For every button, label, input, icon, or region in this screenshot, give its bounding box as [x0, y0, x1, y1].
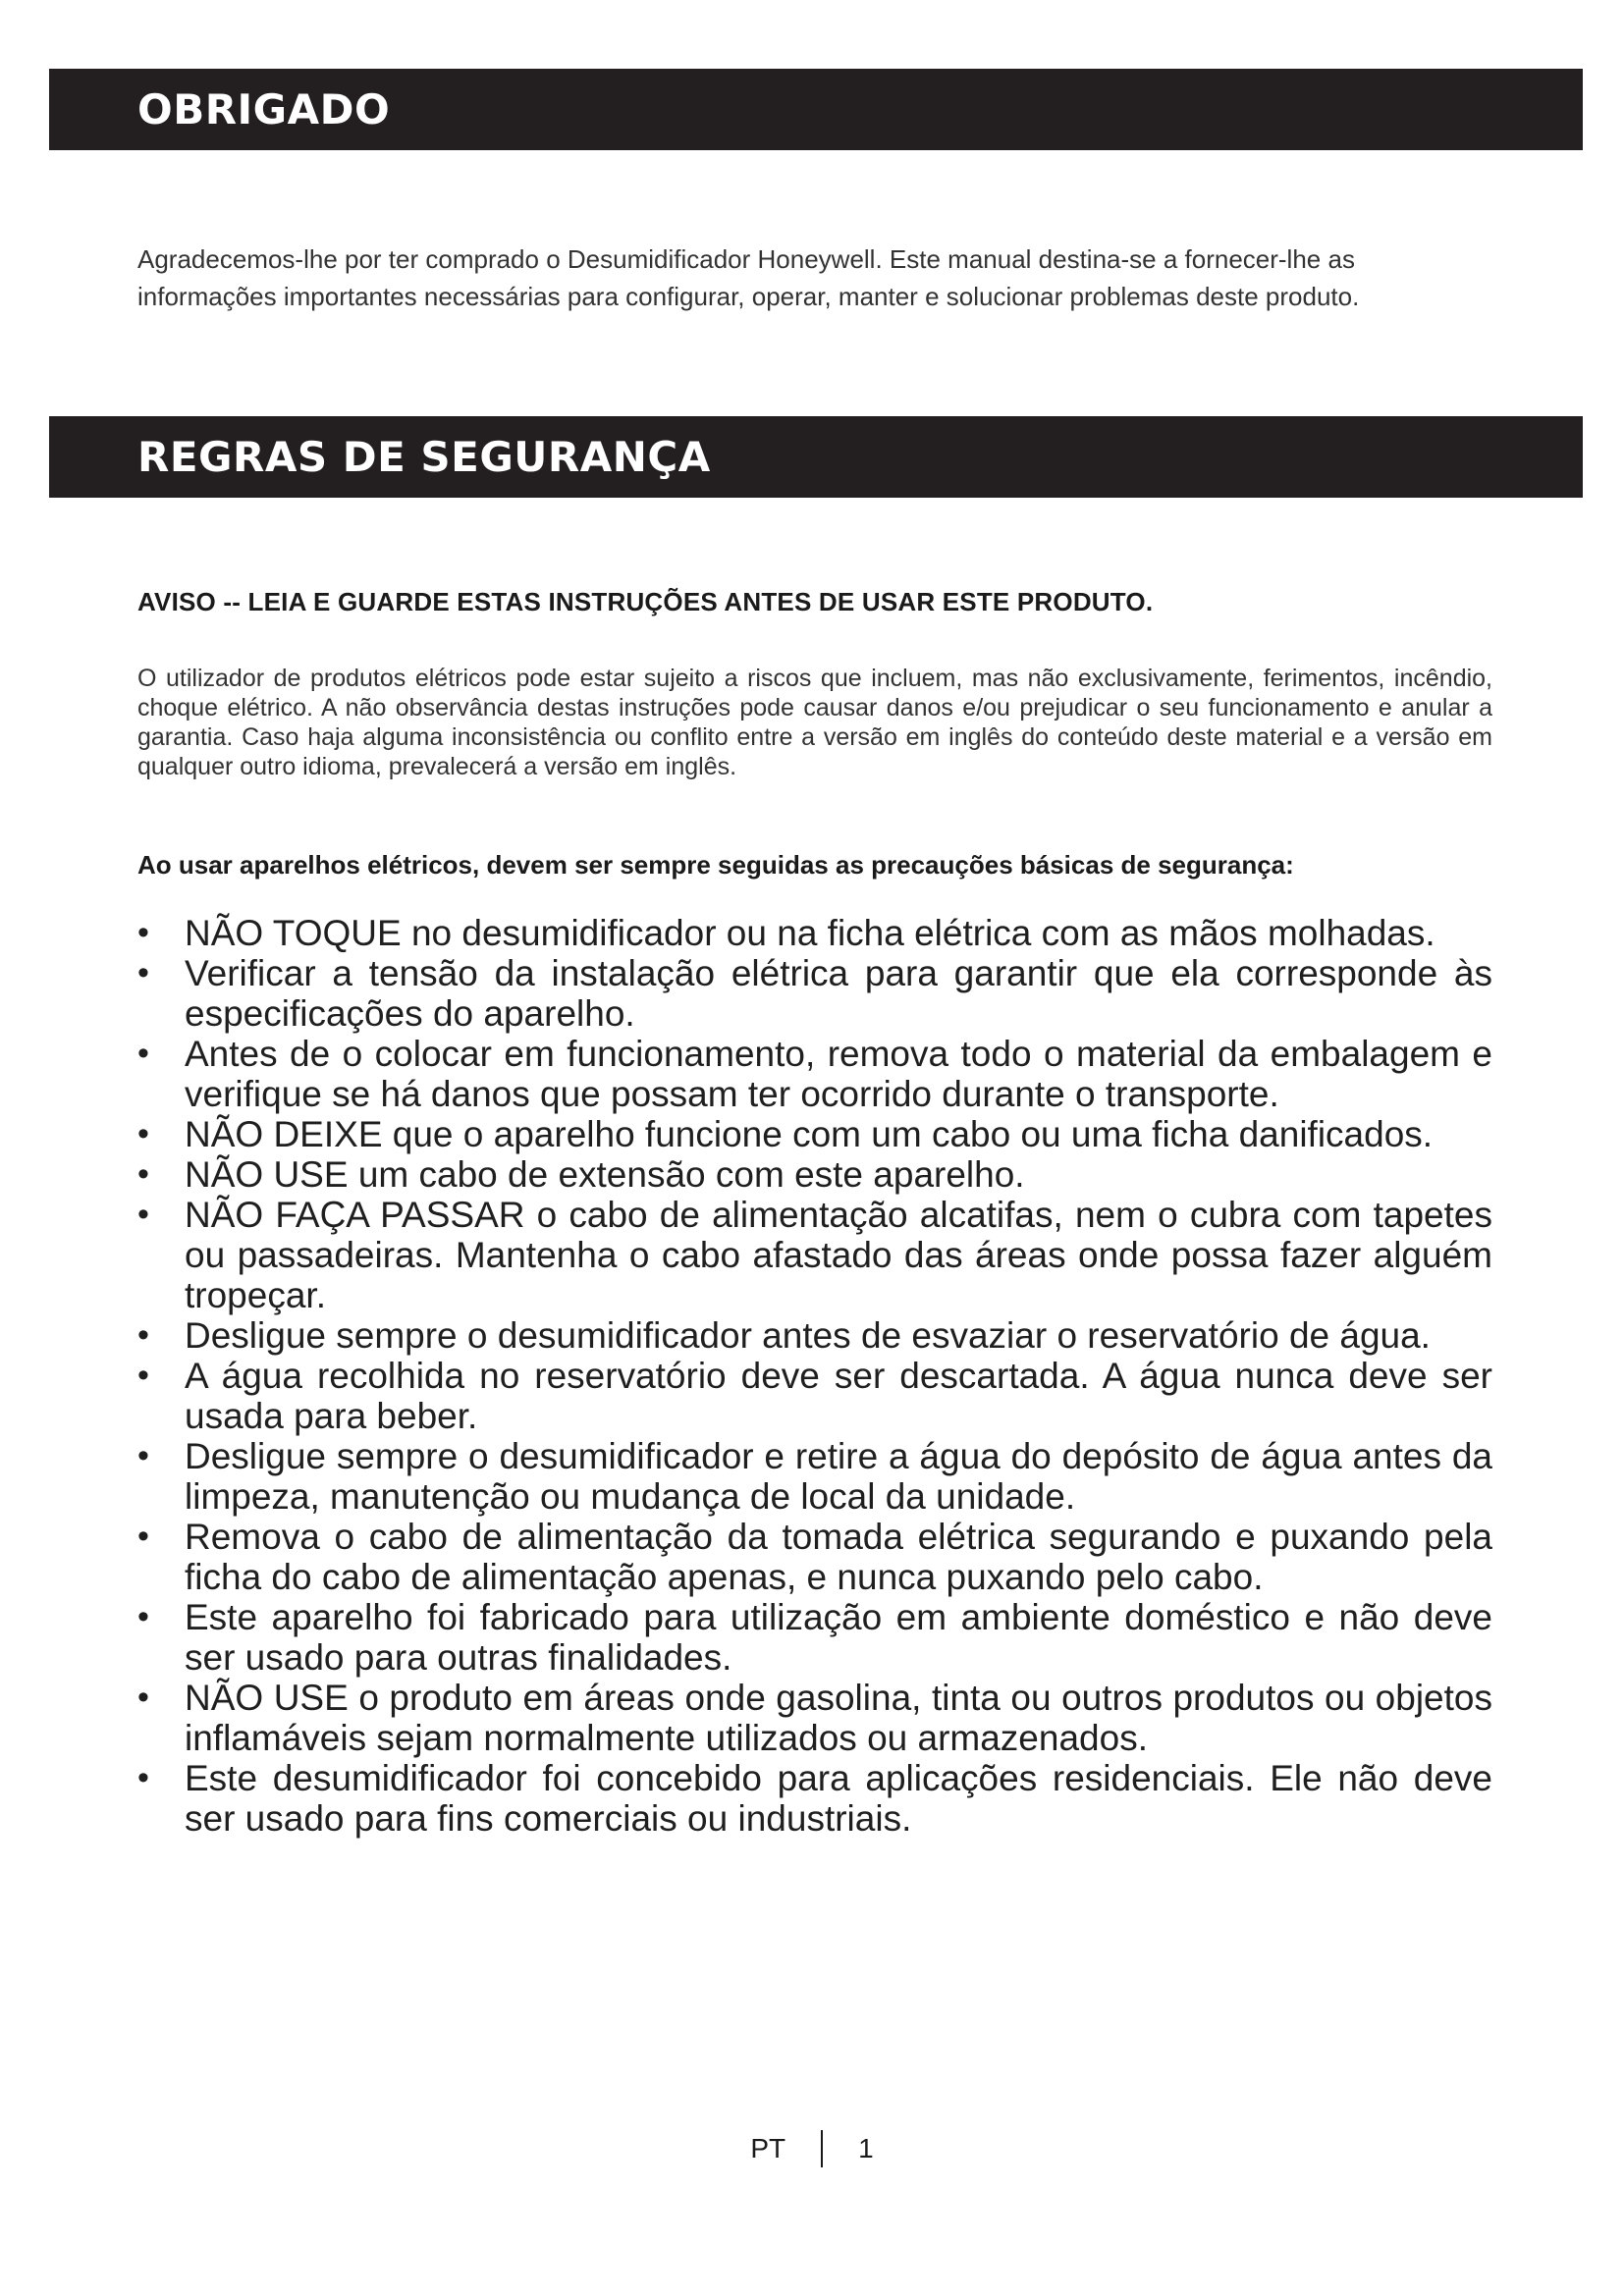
safety-rules-list [137, 913, 1492, 1839]
safety-rule-text: Verificar a tensão da instalação elétrica para garantir que ela corresponde às especificações do aparelho. [185, 953, 1492, 1034]
safety-rule [137, 1034, 1492, 1114]
section-title-obrigado: OBRIGADO [137, 85, 391, 133]
bullet-icon: • [137, 1196, 149, 1233]
page-footer [0, 2130, 1624, 2167]
safety-rule-text: Desligue sempre o desumidificador e retire a água do depósito de água antes da limpeza, manutenção ou mudança de local da unidade. [185, 1436, 1492, 1517]
footer-divider [821, 2130, 823, 2167]
safety-rule-text: NÃO USE o produto em áreas onde gasolina, tinta ou outros produtos ou objetos inflamáveis sejam normalmente utilizados ou armazenados. [185, 1678, 1492, 1758]
bullet-icon: • [137, 1598, 149, 1635]
safety-rule [137, 1517, 1492, 1597]
warning-heading: AVISO -- LEIA E GUARDE ESTAS INSTRUÇÕES ANTES DE USAR ESTE PRODUTO. [137, 587, 1154, 616]
bullet-icon: • [137, 1518, 149, 1555]
safety-rule [137, 913, 1492, 953]
footer-language: PT [750, 2133, 786, 2163]
bullet-icon: • [137, 1316, 149, 1354]
bullet-icon: • [137, 954, 149, 991]
safety-rule-text: Remova o cabo de alimentação da tomada elétrica segurando e puxando pela ficha do cabo de alimentação apenas, e nunca puxando pelo cabo. [185, 1517, 1492, 1597]
safety-rule [137, 1678, 1492, 1758]
bullet-icon: • [137, 1437, 149, 1474]
bullet-icon: • [137, 1115, 149, 1152]
safety-rule [137, 1195, 1492, 1315]
precautions-heading: Ao usar aparelhos elétricos, devem ser sempre seguidas as precauções básicas de segurança: [137, 850, 1294, 880]
safety-rule-text: NÃO DEIXE que o aparelho funcione com um cabo ou uma ficha danificados. [185, 1114, 1434, 1154]
page-number: 1 [858, 2133, 874, 2163]
safety-rule [137, 1758, 1492, 1839]
safety-rule [137, 1154, 1492, 1195]
safety-rule-text: NÃO TOQUE no desumidificador ou na ficha elétrica com as mãos molhadas. [185, 913, 1435, 953]
bullet-icon: • [137, 914, 149, 951]
safety-rule [137, 1114, 1492, 1154]
safety-rule [137, 1597, 1492, 1678]
section-title-regras: REGRAS DE SEGURANÇA [137, 433, 711, 481]
bullet-icon: • [137, 1155, 149, 1193]
safety-rule [137, 953, 1492, 1034]
safety-rule-text: Antes de o colocar em funcionamento, remova todo o material da embalagem e verifique se há danos que possam ter ocorrido durante o transporte. [185, 1034, 1492, 1114]
section-header-obrigado [49, 69, 1583, 150]
disclaimer-paragraph: O utilizador de produtos elétricos pode estar sujeito a riscos que incluem, mas não exclusivamente, ferimentos, incêndio, choque elétrico. A não observância destas instruções pode causar danos e/ou prejudicar o seu funcionamento e anular a garantia. Caso haja alguma inconsistência ou conflito entre a versão em inglês do conteúdo deste material e a versão em qualquer outro idioma, prevalecerá a versão em inglês. [137, 665, 1492, 780]
safety-rule-text: Este aparelho foi fabricado para utilização em ambiente doméstico e não deve ser usado para outras finalidades. [185, 1597, 1492, 1678]
safety-rule-text: A água recolhida no reservatório deve ser descartada. A água nunca deve ser usada para beber. [185, 1356, 1492, 1436]
safety-rule-text: NÃO USE um cabo de extensão com este aparelho. [185, 1154, 1025, 1195]
safety-rule-text: Este desumidificador foi concebido para aplicações residenciais. Ele não deve ser usado para fins comerciais ou industriais. [185, 1758, 1492, 1839]
safety-rule-text: Desligue sempre o desumidificador antes de esvaziar o reservatório de água. [185, 1315, 1431, 1356]
bullet-icon: • [137, 1035, 149, 1072]
safety-rule-text: NÃO FAÇA PASSAR o cabo de alimentação alcatifas, nem o cubra com tapetes ou passadeiras. Mantenha o cabo afastado das áreas onde possa fazer alguém tropeçar. [185, 1195, 1492, 1315]
bullet-icon: • [137, 1357, 149, 1394]
intro-paragraph: Agradecemos-lhe por ter comprado o Desumidificador Honeywell. Este manual destina-se a fornecer-lhe as informações importantes necessárias para configurar, operar, manter e solucionar problemas deste produto. [137, 244, 1360, 311]
safety-rule [137, 1436, 1492, 1517]
safety-rule [137, 1315, 1492, 1356]
bullet-icon: • [137, 1759, 149, 1796]
section-header-regras [49, 416, 1583, 498]
safety-rule [137, 1356, 1492, 1436]
bullet-icon: • [137, 1679, 149, 1716]
